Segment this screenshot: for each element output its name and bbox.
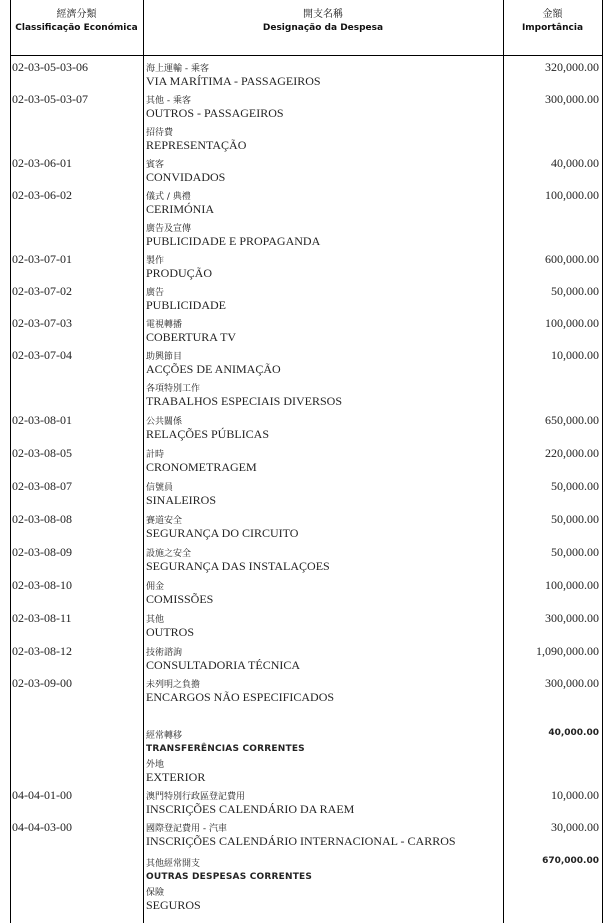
row-designation-pt: CRONOMETRAGEM bbox=[146, 460, 257, 474]
row-designation-pt: CONVIDADOS bbox=[146, 170, 226, 184]
header-amount bbox=[503, 8, 602, 35]
row-designation-zh: 電視轉播 bbox=[146, 320, 183, 330]
table-right-border bbox=[602, 0, 603, 923]
header-classification bbox=[10, 8, 143, 35]
row-amount: 300,000.00 bbox=[545, 611, 599, 625]
row-code: 04-04-01-00 bbox=[12, 788, 72, 802]
row-amount: 100,000.00 bbox=[545, 188, 599, 202]
row-amount: 40,000.00 bbox=[548, 728, 599, 738]
row-amount: 50,000.00 bbox=[551, 545, 599, 559]
row-designation-pt: ACÇÕES DE ANIMAÇÃO bbox=[146, 362, 281, 376]
row-code: 04-04-03-00 bbox=[12, 820, 72, 834]
row-designation-zh: 公共關係 bbox=[146, 417, 183, 427]
row-designation-pt: INSCRIÇÕES CALENDÁRIO DA RAEM bbox=[146, 802, 355, 816]
row-designation-zh: 助興節目 bbox=[146, 352, 183, 362]
header-classification-zh: 經濟分類 bbox=[56, 9, 97, 20]
row-code: 02-03-06-02 bbox=[12, 188, 72, 202]
row-designation-pt: TRANSFERÊNCIAS CORRENTES bbox=[146, 744, 305, 754]
row-designation-pt: TRABALHOS ESPECIAIS DIVERSOS bbox=[146, 394, 343, 408]
row-designation-pt: PRODUÇÃO bbox=[146, 266, 213, 280]
row-amount: 50,000.00 bbox=[551, 284, 599, 298]
table-left-border bbox=[10, 0, 11, 923]
row-designation-zh: 外地 bbox=[146, 760, 165, 770]
row-code: 02-03-07-03 bbox=[12, 316, 72, 330]
row-designation-zh: 招待費 bbox=[146, 128, 174, 138]
row-designation-zh: 海上運輸 - 乘客 bbox=[146, 64, 209, 74]
row-designation-zh: 經常轉移 bbox=[146, 731, 183, 741]
column-divider-1 bbox=[143, 0, 144, 923]
row-designation-pt: SEGUROS bbox=[146, 898, 201, 912]
row-amount: 40,000.00 bbox=[551, 156, 599, 170]
row-designation-zh: 廣告及宣傳 bbox=[146, 224, 192, 234]
row-designation-pt: SEGURANÇA DO CIRCUITO bbox=[146, 526, 299, 540]
row-designation-zh: 賓客 bbox=[146, 160, 165, 170]
row-designation-pt: EXTERIOR bbox=[146, 770, 206, 784]
row-amount: 300,000.00 bbox=[545, 676, 599, 690]
row-code: 02-03-08-10 bbox=[12, 578, 72, 592]
row-code: 02-03-08-07 bbox=[12, 479, 72, 493]
row-code: 02-03-08-08 bbox=[12, 512, 72, 526]
row-designation-zh: 廣告 bbox=[146, 288, 165, 298]
row-designation-pt: PUBLICIDADE bbox=[146, 298, 226, 312]
header-designation-pt: Designação da Despesa bbox=[262, 23, 384, 33]
row-designation-pt: OUTROS - PASSAGEIROS bbox=[146, 106, 284, 120]
row-amount: 320,000.00 bbox=[545, 60, 599, 74]
row-designation-zh: 製作 bbox=[146, 256, 165, 266]
row-amount: 220,000.00 bbox=[545, 446, 599, 460]
row-designation-zh: 澳門特別行政區登記費用 bbox=[146, 792, 246, 802]
row-designation-pt: CONSULTADORIA TÉCNICA bbox=[146, 658, 301, 672]
row-code: 02-03-08-11 bbox=[12, 611, 72, 625]
row-designation-pt: SINALEIROS bbox=[146, 493, 217, 507]
row-code: 02-03-08-09 bbox=[12, 545, 72, 559]
row-designation-pt: SEGURANÇA DAS INSTALAÇOES bbox=[146, 559, 330, 573]
row-code: 02-03-05-03-06 bbox=[12, 60, 88, 74]
header-amount-pt: Importância bbox=[521, 23, 584, 33]
row-designation-zh: 佣金 bbox=[146, 582, 165, 592]
row-amount: 650,000.00 bbox=[545, 413, 599, 427]
row-designation-zh: 其他 bbox=[146, 615, 165, 625]
row-designation-pt: REPRESENTAÇÃO bbox=[146, 138, 247, 152]
row-code: 02-03-07-04 bbox=[12, 348, 72, 362]
row-amount: 50,000.00 bbox=[551, 479, 599, 493]
row-designation-pt: PUBLICIDADE E PROPAGANDA bbox=[146, 234, 321, 248]
row-code: 02-03-06-01 bbox=[12, 156, 72, 170]
row-designation-pt: COBERTURA TV bbox=[146, 330, 237, 344]
row-designation-zh: 信號員 bbox=[146, 483, 174, 493]
row-designation-zh: 計時 bbox=[146, 450, 165, 460]
row-code: 02-03-08-01 bbox=[12, 413, 72, 427]
row-code: 02-03-07-01 bbox=[12, 252, 72, 266]
header-rule bbox=[10, 55, 602, 56]
row-amount: 1,090,000.00 bbox=[536, 644, 599, 658]
row-designation-pt: RELAÇÕES PÚBLICAS bbox=[146, 427, 270, 441]
row-designation-pt: VIA MARÍTIMA - PASSAGEIROS bbox=[146, 74, 321, 88]
row-amount: 670,000.00 bbox=[542, 856, 599, 866]
row-designation-pt: COMISSÕES bbox=[146, 592, 214, 606]
header-designation bbox=[143, 8, 503, 35]
row-designation-zh: 保險 bbox=[146, 888, 165, 898]
row-designation-zh: 賽道安全 bbox=[146, 516, 183, 526]
row-amount: 600,000.00 bbox=[545, 252, 599, 266]
header-classification-pt: Classificação Económica bbox=[15, 23, 138, 33]
row-amount: 10,000.00 bbox=[551, 348, 599, 362]
row-code: 02-03-08-05 bbox=[12, 446, 72, 460]
row-amount: 300,000.00 bbox=[545, 92, 599, 106]
row-amount: 50,000.00 bbox=[551, 512, 599, 526]
row-designation-zh: 技術諮詢 bbox=[146, 648, 183, 658]
row-code: 02-03-09-00 bbox=[12, 676, 72, 690]
row-designation-zh: 各項特別工作 bbox=[146, 384, 201, 394]
row-designation-pt: OUTROS bbox=[146, 625, 195, 639]
row-designation-pt: CERIMÓNIA bbox=[146, 202, 214, 216]
row-designation-zh: 國際登記費用 - 汽車 bbox=[146, 824, 227, 834]
row-designation-zh: 未列明之負擔 bbox=[146, 680, 201, 690]
row-amount: 100,000.00 bbox=[545, 578, 599, 592]
row-amount: 10,000.00 bbox=[551, 788, 599, 802]
row-amount: 100,000.00 bbox=[545, 316, 599, 330]
row-code: 02-03-08-12 bbox=[12, 644, 72, 658]
row-designation-zh: 其他經常開支 bbox=[146, 859, 201, 869]
row-code: 02-03-07-02 bbox=[12, 284, 72, 298]
column-divider-2 bbox=[503, 0, 504, 923]
row-designation-zh: 儀式 / 典禮 bbox=[146, 192, 191, 202]
row-designation-pt: INSCRIÇÕES CALENDÁRIO INTERNACIONAL - CARROS bbox=[146, 834, 456, 848]
row-designation-zh: 其他 - 乘客 bbox=[146, 96, 191, 106]
header-designation-zh: 開支名稱 bbox=[303, 9, 343, 20]
row-code: 02-03-05-03-07 bbox=[12, 92, 88, 106]
row-designation-pt: OUTRAS DESPESAS CORRENTES bbox=[146, 872, 313, 882]
header-amount-zh: 金額 bbox=[542, 9, 563, 20]
row-designation-pt: ENCARGOS NÃO ESPECIFICADOS bbox=[146, 690, 335, 704]
row-amount: 30,000.00 bbox=[551, 820, 599, 834]
row-designation-zh: 設施之安全 bbox=[146, 549, 192, 559]
